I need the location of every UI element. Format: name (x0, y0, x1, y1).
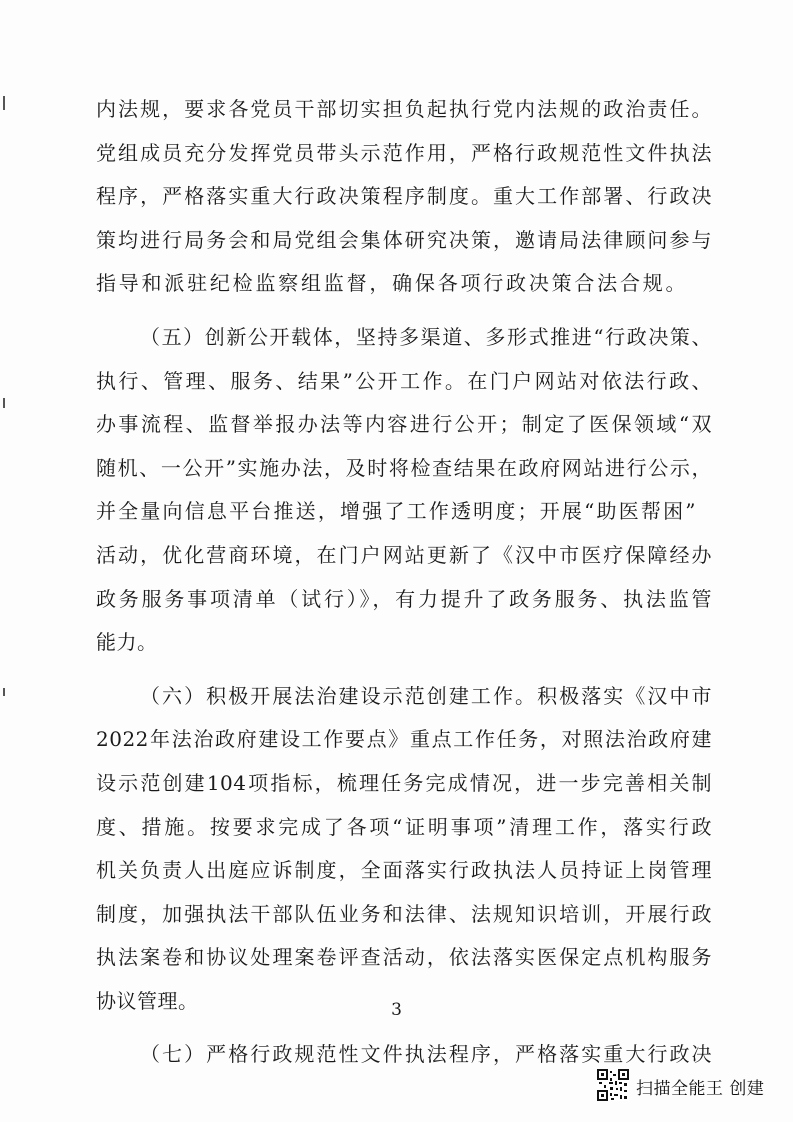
text-line: 内法规，要求各党员干部切实担负起执行党内法规的政治责任。 (96, 97, 712, 121)
section-heading-seven: （七）严格行政规范性文件执法程序，严格落实重大行政决 (140, 1042, 712, 1067)
text-line: 党组成员充分发挥党员带头示范作用，严格行政规范性文件执法 (96, 140, 712, 165)
scanner-watermark-label: 扫描全能王 创建 (636, 1079, 765, 1099)
text-line: 策均进行局务会和局党组会集体研究决策，邀请局法律顾问参与 (96, 227, 712, 252)
text-line: 执行、管理、服务、结果”公开工作。在门户网站对依法行政、 (96, 368, 712, 393)
text-line: 并全量向信息平台推送，增强了工作透明度；开展“助医帮困” (96, 499, 696, 524)
text-line: 制度，加强执法干部队伍业务和法律、法规知识培训，开展行政 (96, 901, 712, 926)
page-number: 3 (391, 1000, 402, 1020)
section-heading-six: （六）积极开展法治建设示范创建工作。积极落实《汉中市 (140, 683, 712, 708)
text-line: 执法案卷和协议处理案卷评查活动，依法落实医保定点机构服务 (96, 945, 712, 970)
text-line: 度、措施。按要求完成了各项“证明事项”清理工作，落实行政 (96, 814, 712, 839)
text-line: 随机、一公开”实施办法，及时将检查结果在政府网站进行公示， (96, 455, 712, 480)
qr-code-icon (597, 1069, 629, 1101)
section-heading-five: （五）创新公开载体，坚持多渠道、多形式推进“行政决策、 (140, 324, 712, 349)
scan-edge-mark (3, 398, 5, 408)
text-line: 办事流程、监督举报办法等内容进行公开；制定了医保领域“双 (96, 412, 712, 437)
text-line: 2022年法治政府建设工作要点》重点工作任务，对照法治政府建 (96, 727, 712, 752)
text-line: 协议管理。 (96, 988, 199, 1013)
text-line: 机关负责人出庭应诉制度，全面落实行政执法人员持证上岗管理 (96, 858, 712, 883)
scan-edge-mark (3, 688, 5, 696)
body-text (96, 88, 712, 1077)
text-line: 指导和派驻纪检监察组监督，确保各项行政决策合法合规。 (96, 271, 686, 296)
text-line: 能力。 (96, 630, 158, 655)
scan-edge-mark (3, 96, 5, 110)
text-line: 设示范创建104项指标，梳理任务完成情况，进一步完善相关制 (96, 770, 712, 795)
text-line: 政务服务事项清单（试行）》，有力提升了政务服务、执法监管 (96, 586, 712, 611)
text-line: 程序，严格落实重大行政决策程序制度。重大工作部署、行政决 (96, 184, 712, 209)
text-line: 活动，优化营商环境，在门户网站更新了《汉中市医疗保障经办 (96, 542, 712, 567)
